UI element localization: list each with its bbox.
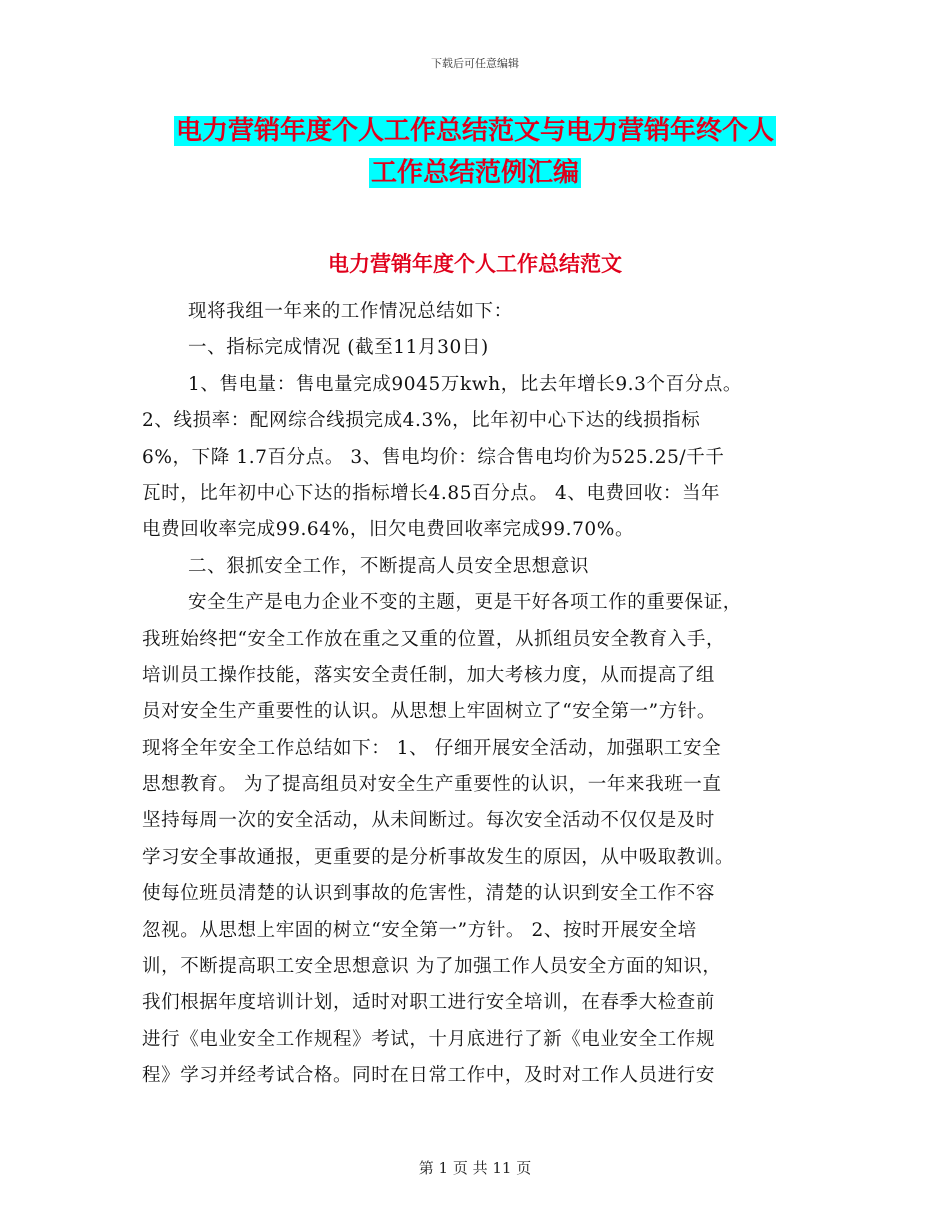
paragraph-line: 现将全年安全工作总结如下： 1、 仔细开展安全活动，加强职工安全 bbox=[142, 737, 722, 759]
paragraph-line: 安全生产是电力企业不变的主题，更是干好各项工作的重要保证， bbox=[188, 592, 742, 614]
section-title: 电力营销年度个人工作总结范文 bbox=[328, 252, 622, 276]
paragraph-line: 我班始终把“安全工作放在重之又重的位置，从抓组员安全教育入手， bbox=[142, 628, 726, 650]
paragraph-line: 程》学习并经考试合格。同时在日常工作中，及时对工作人员进行安 bbox=[142, 1065, 716, 1087]
paragraph-line: 电费回收率完成99.64%，旧欠电费回收率完成99.70%。 bbox=[142, 519, 635, 541]
document-title-line-2: 工作总结范例汇编 bbox=[370, 158, 579, 188]
paragraph-line: 我们根据年度培训计划，适时对职工进行安全培训，在春季大检查前 bbox=[142, 992, 716, 1014]
document-title-line-1: 电力营销年度个人工作总结范文与电力营销年终个人 bbox=[175, 116, 774, 146]
paragraph-line: 训，不断提高职工安全思想意识 为了加强工作人员安全方面的知识， bbox=[142, 956, 722, 978]
paragraph-line: 6%，下降 1.7百分点。 3、售电均价：综合售电均价为525.25/千千 bbox=[142, 446, 725, 468]
paragraph-line: 现将我组一年来的工作情况总结如下： bbox=[188, 301, 513, 322]
paragraph-line: 使每位班员清楚的认识到事故的危害性，清楚的认识到安全工作不容 bbox=[142, 883, 716, 905]
paragraph-line: 思想教育。 为了提高组员对安全生产重要性的认识，一年来我班一直 bbox=[142, 774, 722, 796]
body-text bbox=[142, 294, 822, 1095]
paragraph-line: 培训员工操作技能，落实安全责任制，加大考核力度，从而提高了组 bbox=[142, 664, 716, 686]
paragraph-line: 忽视。从思想上牢固的树立“安全第一”方针。 2、按时开展安全培 bbox=[142, 919, 697, 941]
paragraph-line: 学习安全事故通报，更重要的是分析事故发生的原因，从中吸取教训。 bbox=[142, 846, 735, 868]
page-footer: 第 1 页 共 11 页 bbox=[418, 1159, 532, 1177]
paragraph-line: 进行《电业安全工作规程》考试，十月底进行了新《电业安全工作规 bbox=[142, 1028, 716, 1050]
paragraph-line: 2、线损率：配网综合线损完成4.3%，比年初中心下达的线损指标 bbox=[142, 410, 701, 432]
paragraph-line: 员对安全生产重要性的认识。从思想上牢固树立了“安全第一”方针。 bbox=[142, 701, 717, 723]
paragraph-line: 二、狠抓安全工作，不断提高人员安全思想意识 bbox=[188, 555, 590, 577]
paragraph-line: 一、指标完成情况 (截至11月30日) bbox=[188, 337, 489, 359]
header-note: 下载后可任意编辑 bbox=[431, 57, 519, 70]
paragraph-line: 坚持每周一次的安全活动，从未间断过。每次安全活动不仅仅是及时 bbox=[142, 810, 716, 832]
paragraph-line: 瓦时，比年初中心下达的指标增长4.85百分点。 4、电费回收：当年 bbox=[142, 482, 721, 504]
paragraph-line: 1、售电量：售电量完成9045万kwh，比去年增长9.3个百分点。 bbox=[188, 373, 743, 395]
